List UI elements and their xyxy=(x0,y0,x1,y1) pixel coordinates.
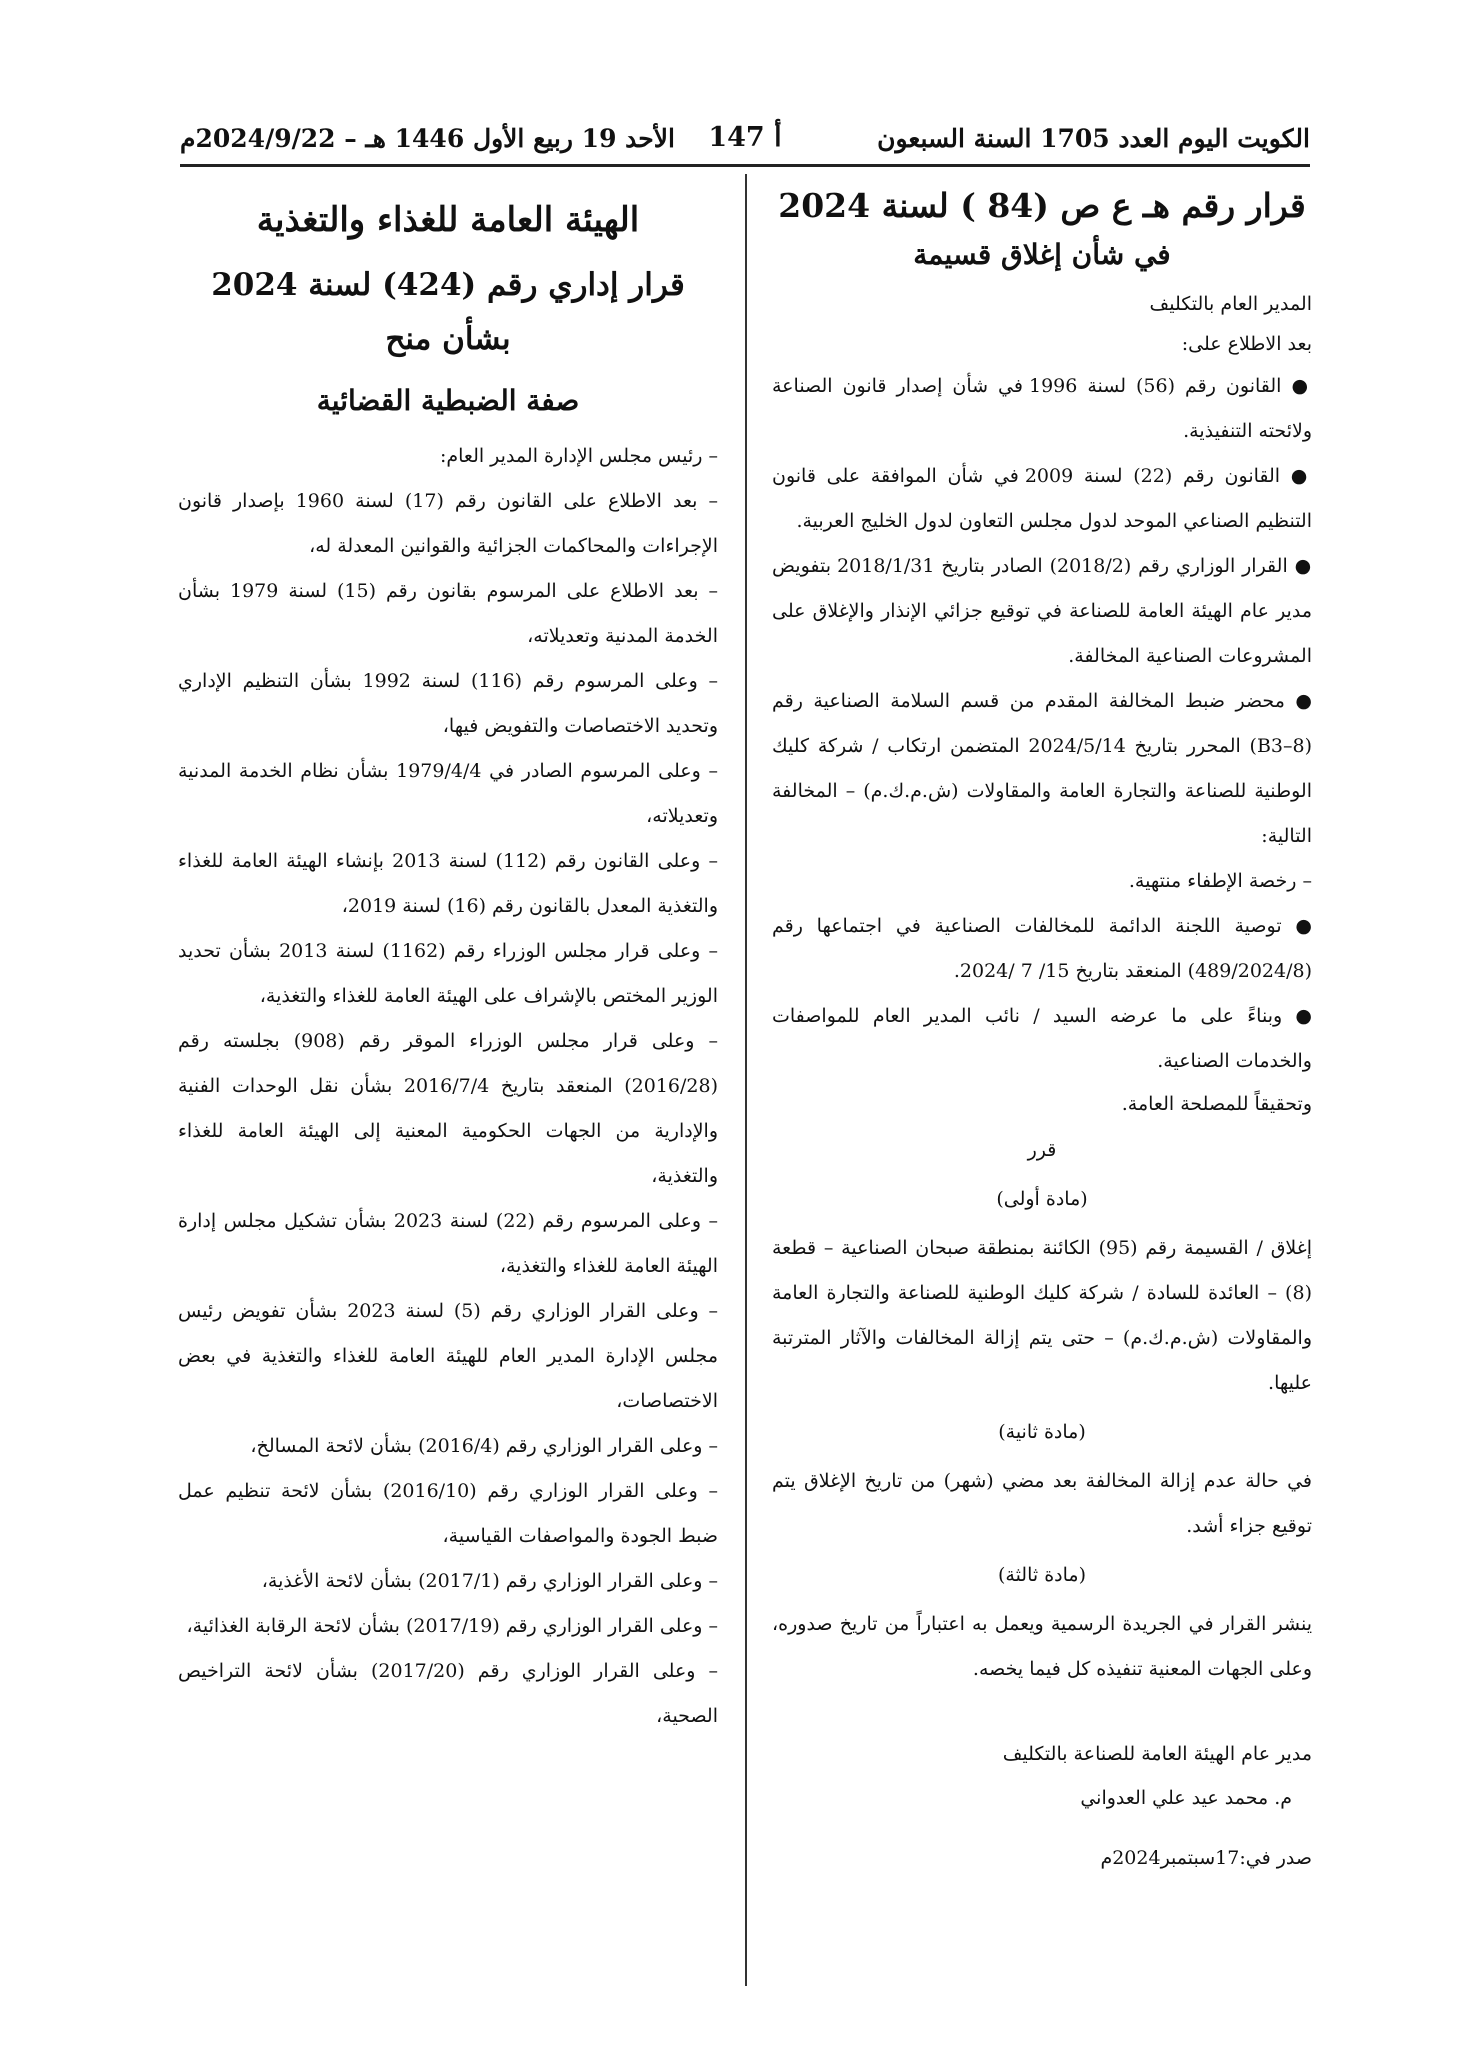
issuer: المدير العام بالتكليف xyxy=(1149,293,1312,315)
article-2-title: (مادة ثانية) xyxy=(998,1421,1086,1443)
reference-item: – وعلى المرسوم رقم (116) لسنة 1992 بشأن التنظيم الإداري وتحديد الاختصاصات والتفويض فيها، xyxy=(178,670,718,737)
page-header xyxy=(180,118,1310,162)
reference-item: – وعلى القرار الوزاري رقم (2017/19) بشأن لائحة الرقابة الغذائية، xyxy=(186,1615,718,1637)
issue-date: الأحد 19 ربيع الأول 1446 هـ – 2024/9/22م xyxy=(180,124,675,153)
reference-item: ● القرار الوزاري رقم (2018/2) الصادر بتاريخ 2018/1/31 بتفويض مدير عام الهيئة العامة للصناعة في توقيع جزائي الإنذار والإغلاق على المشروعات الصناعية المخالفة. xyxy=(772,555,1312,667)
issuer: – رئيس مجلس الإدارة المدير العام: xyxy=(439,445,718,467)
authority-name: الهيئة العامة للغذاء والتغذية xyxy=(256,200,640,240)
reference-item: – وعلى القرار الوزاري رقم (2017/1) بشأن لائحة الأغذية، xyxy=(261,1570,718,1592)
violation-item: – رخصة الإطفاء منتهية. xyxy=(1128,870,1312,892)
reference-item: – وعلى القرار الوزاري رقم (2016/10) بشأن لائحة تنظيم عمل ضبط الجودة والمواصفات القياسية، xyxy=(178,1480,719,1547)
article-3-text: ينشر القرار في الجريدة الرسمية ويعمل به اعتباراً من تاريخ صدوره، وعلى الجهات المعنية تنفيذه كل فيما يخصه. xyxy=(772,1613,1312,1680)
preamble: بعد الاطلاع على: xyxy=(1181,333,1312,355)
article-2-text: في حالة عدم إزالة المخالفة بعد مضي (شهر) من تاريخ الإغلاق يتم توقيع جزاء أشد. xyxy=(772,1470,1312,1537)
reference-item: – بعد الاطلاع على القانون رقم (17) لسنة 1960 بإصدار قانون الإجراءات والمحاكمات الجزائية والقوانين المعدلة له، xyxy=(178,490,718,557)
reference-item: – وعلى القرار الوزاري رقم (2016/4) بشأن لائحة المسالخ، xyxy=(250,1435,718,1457)
reference-item: – وعلى القرار الوزاري رقم (2017/20) بشأن لائحة التراخيص الصحية، xyxy=(178,1660,718,1727)
reference-item: – وعلى قرار مجلس الوزراء الموقر رقم (908) بجلسته رقم (2016/28) المنعقد بتاريخ 2016/7/4 بشأن نقل الوحدات الفنية والإدارية من الجهات الحكومية المعنية إلى الهيئة العامة للغذاء والتغذية، xyxy=(178,1030,719,1187)
reference-item: – وعلى قرار مجلس الوزراء رقم (1162) لسنة 2013 بشأن تحديد الوزير المختص بالإشراف على الهيئة العامة للغذاء والتغذية، xyxy=(178,940,718,1007)
public-interest-line: وتحقيقاً للمصلحة العامة. xyxy=(1121,1093,1312,1115)
signatory-title: مدير عام الهيئة العامة للصناعة بالتكليف xyxy=(1002,1743,1312,1765)
article-1-title: (مادة أولى) xyxy=(996,1188,1088,1210)
header-rule xyxy=(180,164,1310,167)
reference-item: – وعلى القرار الوزاري رقم (5) لسنة 2023 بشأن تفويض رئيس مجلس الإدارة المدير العام للهيئة العامة للغذاء والتغذية في بعض الاختصاصات، xyxy=(178,1300,719,1412)
right-column-decision xyxy=(772,180,1312,1880)
reference-item: ● القانون رقم (22) لسنة 2009 في شأن الموافقة على قانون التنظيم الصناعي الموحد لدول مجلس التعاون لدول الخليج العربية. xyxy=(772,465,1313,532)
left-column-decision xyxy=(178,180,718,1739)
reference-item: – وعلى المرسوم الصادر في 1979/4/4 بشأن نظام الخدمة المدنية وتعديلاته، xyxy=(178,760,719,827)
reference-item: – وعلى المرسوم رقم (22) لسنة 2023 بشأن تشكيل مجلس إدارة الهيئة العامة للغذاء والتغذية، xyxy=(178,1210,718,1277)
decision-title: قرار رقم هـ ع ص (84 ) لسنة 2024 xyxy=(778,186,1306,225)
reference-item: ● وبناءً على ما عرضه السيد / نائب المدير العام للمواصفات والخدمات الصناعية. xyxy=(772,1005,1312,1072)
article-1-text: إغلاق / القسيمة رقم (95) الكائنة بمنطقة صبحان الصناعية – قطعة (8) – العائدة للسادة / شركة كليك الوطنية للصناعة والتجارة العامة والمقاولات (ش.م.ك.م) – حتى يتم إزالة المخالفات والآثار المترتبة عليها. xyxy=(772,1237,1312,1394)
decision-title: قرار إداري رقم (424) لسنة 2024 بشأن منح xyxy=(211,267,685,357)
reference-item: – بعد الاطلاع على المرسوم بقانون رقم (15) لسنة 1979 بشأن الخدمة المدنية وتعديلاته، xyxy=(178,580,718,647)
page-number: أ 147 xyxy=(708,122,782,153)
reference-item: ● توصية اللجنة الدائمة للمخالفات الصناعية في اجتماعها رقم (489/2024/8) المنعقد بتاريخ 15/ 7 /2024. xyxy=(772,915,1312,982)
reference-item: ● القانون رقم (56) لسنة 1996 في شأن إصدار قانون الصناعة ولائحته التنفيذية. xyxy=(772,375,1312,442)
issue-date-line: صدر في:17سبتمبر2024م xyxy=(1100,1847,1312,1869)
reference-item: – وعلى القانون رقم (112) لسنة 2013 بإنشاء الهيئة العامة للغذاء والتغذية المعدل بالقانون رقم (16) لسنة 2019، xyxy=(178,850,718,917)
decided-heading: قرر xyxy=(1027,1139,1057,1161)
signatory-name: م. محمد عيد علي العدواني xyxy=(1080,1787,1292,1809)
column-divider xyxy=(745,174,747,1986)
article-3-title: (مادة ثالثة) xyxy=(997,1564,1087,1586)
decision-subtitle: صفة الضبطية القضائية xyxy=(316,384,580,417)
decision-subtitle: في شأن إغلاق قسيمة xyxy=(913,238,1171,271)
reference-item: ● محضر ضبط المخالفة المقدم من قسم السلامة الصناعية رقم (B3–8) المحرر بتاريخ 2024/5/14 المتضمن ارتكاب / شركة كليك الوطنية للصناعة والتجارة العامة والمقاولات (ش.م.ك.م) – المخالفة التالية: xyxy=(772,690,1313,847)
issue-info: الكويت اليوم العدد 1705 السنة السبعون xyxy=(877,124,1310,153)
